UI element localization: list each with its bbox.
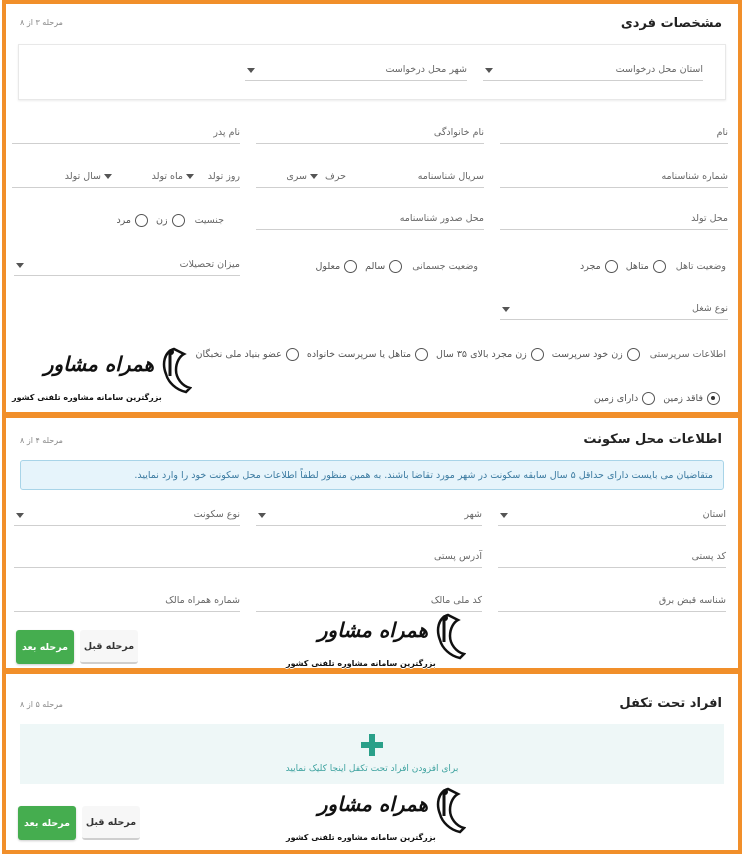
owner-mobile-input[interactable]: شماره همراه مالک: [14, 588, 240, 612]
chevron-down-icon: [502, 307, 510, 312]
province-select[interactable]: استان: [498, 502, 726, 526]
postal-address-input[interactable]: آدرس پستی: [14, 544, 482, 568]
job-type-select[interactable]: نوع شغل: [500, 296, 728, 320]
chevron-down-icon: [258, 513, 266, 518]
radio-circle-icon: [653, 260, 666, 273]
radio-circle-icon: [344, 260, 357, 273]
chevron-down-icon: [485, 68, 493, 73]
request-city-select[interactable]: شهر محل درخواست: [245, 57, 467, 81]
personal-info-title: مشخصات فردی: [620, 16, 722, 31]
residence-title: اطلاعات محل سکونت: [583, 432, 722, 447]
id-letter-select[interactable]: حرف: [325, 171, 346, 182]
birth-date-group: [12, 164, 240, 188]
land-none-radio[interactable]: فاقد زمین: [663, 392, 720, 405]
radio-circle-icon: [172, 214, 185, 227]
birth-day-select[interactable]: روز تولد: [207, 171, 240, 182]
residence-panel: [2, 414, 742, 672]
marital-single-radio[interactable]: مجرد: [580, 260, 618, 273]
issue-place-input[interactable]: محل صدور شناسنامه: [256, 206, 484, 230]
add-dependent-button[interactable]: برای افزودن افراد تحت تکفل اینجا کلیک نمایید: [20, 724, 724, 784]
city-select[interactable]: شهر: [256, 502, 482, 526]
first-name-input[interactable]: نام: [500, 120, 728, 144]
physical-radio-group: وضعیت جسمانی سالم معلول: [315, 261, 478, 272]
watermark: همراه مشاور بزرگترین سامانه مشاوره تلفنی کشور: [286, 612, 466, 670]
gender-female-radio[interactable]: زن: [156, 214, 185, 227]
chevron-down-icon: [104, 174, 112, 179]
residence-type-select[interactable]: نوع سکونت: [14, 502, 240, 526]
id-number-input[interactable]: شماره شناسنامه: [500, 164, 728, 188]
step-indicator: مرحله ۳ از ۸: [20, 18, 63, 27]
radio-circle-icon: [605, 260, 618, 273]
education-select[interactable]: میزان تحصیلات: [14, 252, 240, 276]
radio-circle-icon: [627, 348, 640, 361]
request-province-select[interactable]: استان محل درخواست: [483, 57, 703, 81]
residence-info-alert: متقاضیان می بایست دارای حداقل ۵ سال سابقه سکونت در شهر مورد تقاضا باشند. به همین منظور لطفاً اطلاعات محل سکونت خود را وارد نمایید.: [20, 460, 724, 490]
radio-checked-icon: [707, 392, 720, 405]
id-series-select[interactable]: سری: [286, 171, 318, 182]
step-indicator: مرحله ۵ از ۸: [20, 700, 63, 709]
marital-radio-group: وضعیت تاهل متاهل مجرد: [580, 261, 726, 272]
radio-circle-icon: [415, 348, 428, 361]
physical-healthy-radio[interactable]: سالم: [365, 260, 402, 273]
request-location-card: [18, 44, 726, 100]
prev-step-button[interactable]: مرحله قبل: [82, 806, 140, 840]
step-indicator: مرحله ۴ از ۸: [20, 436, 63, 445]
dependents-panel: [2, 670, 742, 854]
radio-circle-icon: [389, 260, 402, 273]
radio-circle-icon: [531, 348, 544, 361]
birth-year-select[interactable]: سال تولد: [65, 171, 112, 182]
watermark: همراه مشاور بزرگترین سامانه مشاوره تلفنی کشور: [286, 786, 466, 844]
chevron-down-icon: [310, 174, 318, 179]
radio-circle-icon: [642, 392, 655, 405]
physical-disabled-radio[interactable]: معلول: [316, 260, 358, 273]
gender-male-radio[interactable]: مرد: [116, 214, 148, 227]
father-name-input[interactable]: نام پدر: [12, 120, 240, 144]
chevron-down-icon: [16, 513, 24, 518]
watermark: همراه مشاور بزرگترین سامانه مشاوره تلفنی کشور: [12, 346, 192, 404]
guardian-self-headed-woman-radio[interactable]: زن خود سرپرست: [552, 348, 640, 361]
last-name-input[interactable]: نام خانوادگی: [256, 120, 484, 144]
plus-icon: [361, 734, 383, 756]
chevron-down-icon: [500, 513, 508, 518]
watermark-logo-icon: [430, 786, 466, 836]
birth-place-input[interactable]: محل تولد: [500, 206, 728, 230]
gender-radio-group: جنسیت زن مرد: [116, 215, 224, 226]
chevron-down-icon: [186, 174, 194, 179]
radio-circle-icon: [135, 214, 148, 227]
prev-step-button[interactable]: مرحله قبل: [80, 630, 138, 664]
radio-circle-icon: [286, 348, 299, 361]
guardian-radio-group: اطلاعات سرپرستی زن خود سرپرست زن مجرد بالای ۳۵ سال متاهل یا سرپرست خانواده عضو بنیاد ملی نخبگان: [195, 349, 726, 360]
marital-married-radio[interactable]: متاهل: [626, 260, 666, 273]
owner-national-code-input[interactable]: کد ملی مالک: [256, 588, 482, 612]
personal-info-panel: [2, 0, 742, 416]
chevron-down-icon: [16, 263, 24, 268]
watermark-logo-icon: [430, 612, 466, 662]
guardian-single-woman-over35-radio[interactable]: زن مجرد بالای ۳۵ سال: [436, 348, 544, 361]
next-step-button[interactable]: مرحله بعد: [18, 806, 76, 840]
land-radio-group: [586, 392, 720, 405]
guardian-married-or-head-radio[interactable]: متاهل یا سرپرست خانواده: [307, 348, 428, 361]
guardian-elite-member-radio[interactable]: عضو بنیاد ملی نخبگان: [196, 348, 299, 361]
watermark-logo-icon: [156, 346, 192, 396]
id-serial-input[interactable]: سریال شناسنامه حرف سری: [256, 164, 484, 188]
next-step-button[interactable]: مرحله بعد: [16, 630, 74, 664]
electricity-bill-id-input[interactable]: شناسه قبض برق: [498, 588, 726, 612]
dependents-title: افراد تحت تکفل: [619, 696, 722, 711]
postal-code-input[interactable]: کد پستی: [498, 544, 726, 568]
chevron-down-icon: [247, 68, 255, 73]
land-owner-radio[interactable]: دارای زمین: [594, 392, 655, 405]
birth-month-select[interactable]: ماه تولد: [152, 171, 194, 182]
